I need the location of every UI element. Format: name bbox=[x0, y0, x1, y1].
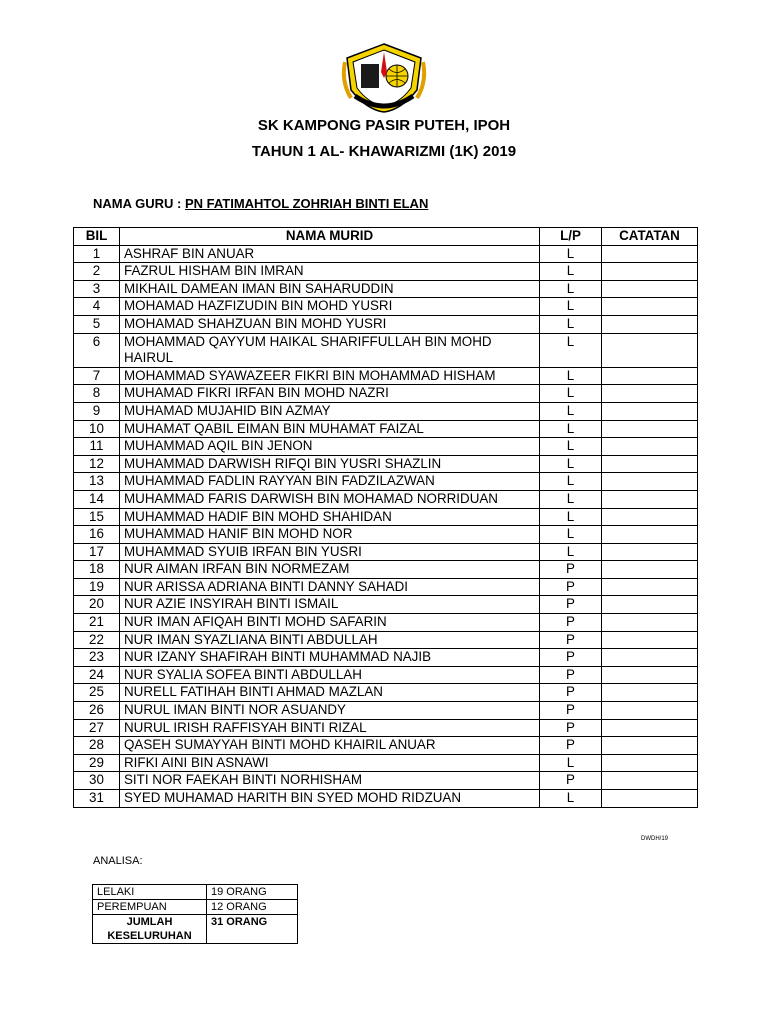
table-row bbox=[74, 333, 698, 367]
row-nama: MUHAMMAD SYUIB IRFAN BIN YUSRI bbox=[120, 543, 540, 561]
row-bil: 6 bbox=[74, 333, 120, 367]
row-bil: 18 bbox=[74, 561, 120, 579]
row-lp: L bbox=[540, 438, 602, 456]
row-lp: P bbox=[540, 614, 602, 632]
row-bil: 3 bbox=[74, 280, 120, 298]
summary-table bbox=[92, 884, 298, 944]
table-row bbox=[74, 367, 698, 385]
row-catatan bbox=[602, 490, 698, 508]
header-lp: L/P bbox=[540, 228, 602, 246]
row-bil: 27 bbox=[74, 719, 120, 737]
row-nama: MOHAMAD HAZFIZUDIN BIN MOHD YUSRI bbox=[120, 298, 540, 316]
row-catatan bbox=[602, 754, 698, 772]
row-nama: MUHAMMAD FARIS DARWISH BIN MOHAMAD NORRIDUAN bbox=[120, 490, 540, 508]
row-bil: 13 bbox=[74, 473, 120, 491]
row-catatan bbox=[602, 385, 698, 403]
summary-label: LELAKI bbox=[93, 885, 207, 900]
row-nama: MIKHAIL DAMEAN IMAN BIN SAHARUDDIN bbox=[120, 280, 540, 298]
summary-row bbox=[93, 900, 298, 915]
teacher-label: NAMA GURU : bbox=[93, 196, 185, 211]
school-crest-logo bbox=[339, 42, 429, 114]
summary-total-label: JUMLAH KESELURUHAN bbox=[93, 915, 207, 944]
row-nama: NUR IMAN SYAZLIANA BINTI ABDULLAH bbox=[120, 631, 540, 649]
table-row bbox=[74, 438, 698, 456]
row-lp: L bbox=[540, 420, 602, 438]
summary-value: 12 ORANG bbox=[207, 900, 298, 915]
table-row bbox=[74, 561, 698, 579]
row-nama: RIFKI AINI BIN ASNAWI bbox=[120, 754, 540, 772]
table-header-row bbox=[74, 228, 698, 246]
summary-total-value: 31 ORANG bbox=[207, 915, 298, 944]
table-row bbox=[74, 790, 698, 808]
table-row bbox=[74, 702, 698, 720]
summary-total-row bbox=[93, 915, 298, 944]
row-lp: L bbox=[540, 315, 602, 333]
row-nama: MOHAMMAD SYAWAZEER FIKRI BIN MOHAMMAD HISHAM bbox=[120, 367, 540, 385]
row-bil: 25 bbox=[74, 684, 120, 702]
table-row bbox=[74, 596, 698, 614]
row-catatan bbox=[602, 631, 698, 649]
row-nama: NUR AZIE INSYIRAH BINTI ISMAIL bbox=[120, 596, 540, 614]
row-lp: L bbox=[540, 385, 602, 403]
row-lp: L bbox=[540, 333, 602, 367]
row-lp: L bbox=[540, 473, 602, 491]
row-nama: SYED MUHAMAD HARITH BIN SYED MOHD RIDZUAN bbox=[120, 790, 540, 808]
table-row bbox=[74, 385, 698, 403]
row-catatan bbox=[602, 473, 698, 491]
row-lp: L bbox=[540, 245, 602, 263]
row-catatan bbox=[602, 561, 698, 579]
row-nama: NUR AIMAN IRFAN BIN NORMEZAM bbox=[120, 561, 540, 579]
row-bil: 14 bbox=[74, 490, 120, 508]
row-lp: P bbox=[540, 649, 602, 667]
row-bil: 23 bbox=[74, 649, 120, 667]
table-row bbox=[74, 666, 698, 684]
row-bil: 17 bbox=[74, 543, 120, 561]
row-nama: NUR ARISSA ADRIANA BINTI DANNY SAHADI bbox=[120, 578, 540, 596]
table-row bbox=[74, 649, 698, 667]
row-catatan bbox=[602, 790, 698, 808]
summary-value: 19 ORANG bbox=[207, 885, 298, 900]
row-bil: 10 bbox=[74, 420, 120, 438]
row-lp: P bbox=[540, 684, 602, 702]
row-nama: MUHAMAD FIKRI IRFAN BIN MOHD NAZRI bbox=[120, 385, 540, 403]
row-nama: MOHAMMAD QAYYUM HAIKAL SHARIFFULLAH BIN MOHD HAIRUL bbox=[120, 333, 540, 367]
row-nama: FAZRUL HISHAM BIN IMRAN bbox=[120, 263, 540, 281]
row-bil: 24 bbox=[74, 666, 120, 684]
row-bil: 8 bbox=[74, 385, 120, 403]
row-catatan bbox=[602, 263, 698, 281]
row-catatan bbox=[602, 772, 698, 790]
row-lp: P bbox=[540, 719, 602, 737]
row-bil: 28 bbox=[74, 737, 120, 755]
table-row bbox=[74, 280, 698, 298]
row-lp: L bbox=[540, 526, 602, 544]
table-row bbox=[74, 754, 698, 772]
row-catatan bbox=[602, 702, 698, 720]
table-row bbox=[74, 508, 698, 526]
analisa-label: ANALISA: bbox=[93, 855, 143, 867]
row-catatan bbox=[602, 526, 698, 544]
row-nama: ASHRAF BIN ANUAR bbox=[120, 245, 540, 263]
row-nama: QASEH SUMAYYAH BINTI MOHD KHAIRIL ANUAR bbox=[120, 737, 540, 755]
row-catatan bbox=[602, 280, 698, 298]
row-lp: P bbox=[540, 666, 602, 684]
row-nama: MUHAMAT QABIL EIMAN BIN MUHAMAT FAIZAL bbox=[120, 420, 540, 438]
row-bil: 1 bbox=[74, 245, 120, 263]
row-bil: 20 bbox=[74, 596, 120, 614]
row-nama: MUHAMMAD AQIL BIN JENON bbox=[120, 438, 540, 456]
table-row bbox=[74, 737, 698, 755]
row-bil: 15 bbox=[74, 508, 120, 526]
row-lp: P bbox=[540, 561, 602, 579]
row-bil: 31 bbox=[74, 790, 120, 808]
table-row bbox=[74, 684, 698, 702]
table-row bbox=[74, 245, 698, 263]
row-catatan bbox=[602, 649, 698, 667]
class-title: TAHUN 1 AL- KHAWARIZMI (1K) 2019 bbox=[251, 143, 517, 160]
document-code: DWDH/19 bbox=[641, 836, 669, 842]
row-catatan bbox=[602, 614, 698, 632]
row-catatan bbox=[602, 737, 698, 755]
row-nama: MUHAMAD MUJAHID BIN AZMAY bbox=[120, 402, 540, 420]
row-nama: NUR IZANY SHAFIRAH BINTI MUHAMMAD NAJIB bbox=[120, 649, 540, 667]
row-catatan bbox=[602, 666, 698, 684]
row-bil: 29 bbox=[74, 754, 120, 772]
row-bil: 7 bbox=[74, 367, 120, 385]
row-lp: L bbox=[540, 543, 602, 561]
row-lp: L bbox=[540, 367, 602, 385]
row-catatan bbox=[602, 578, 698, 596]
row-nama: MUHAMMAD HADIF BIN MOHD SHAHIDAN bbox=[120, 508, 540, 526]
row-bil: 2 bbox=[74, 263, 120, 281]
row-bil: 4 bbox=[74, 298, 120, 316]
row-catatan bbox=[602, 333, 698, 367]
row-nama: MOHAMAD SHAHZUAN BIN MOHD YUSRI bbox=[120, 315, 540, 333]
table-row bbox=[74, 543, 698, 561]
row-bil: 19 bbox=[74, 578, 120, 596]
row-lp: L bbox=[540, 508, 602, 526]
table-row bbox=[74, 772, 698, 790]
table-row bbox=[74, 263, 698, 281]
row-lp: L bbox=[540, 790, 602, 808]
table-row bbox=[74, 719, 698, 737]
row-catatan bbox=[602, 719, 698, 737]
row-catatan bbox=[602, 543, 698, 561]
row-catatan bbox=[602, 315, 698, 333]
header-catatan: CATATAN bbox=[602, 228, 698, 246]
row-catatan bbox=[602, 367, 698, 385]
row-lp: L bbox=[540, 402, 602, 420]
teacher-line bbox=[93, 196, 428, 211]
row-catatan bbox=[602, 245, 698, 263]
row-lp: P bbox=[540, 631, 602, 649]
row-bil: 22 bbox=[74, 631, 120, 649]
row-bil: 12 bbox=[74, 455, 120, 473]
row-bil: 30 bbox=[74, 772, 120, 790]
table-row bbox=[74, 526, 698, 544]
table-row bbox=[74, 455, 698, 473]
row-lp: L bbox=[540, 263, 602, 281]
summary-label: PEREMPUAN bbox=[93, 900, 207, 915]
row-catatan bbox=[602, 420, 698, 438]
row-nama: NURELL FATIHAH BINTI AHMAD MAZLAN bbox=[120, 684, 540, 702]
table-row bbox=[74, 298, 698, 316]
row-catatan bbox=[602, 596, 698, 614]
table-row bbox=[74, 578, 698, 596]
row-nama: NUR SYALIA SOFEA BINTI ABDULLAH bbox=[120, 666, 540, 684]
row-bil: 5 bbox=[74, 315, 120, 333]
row-lp: P bbox=[540, 702, 602, 720]
header-nama: NAMA MURID bbox=[120, 228, 540, 246]
row-bil: 21 bbox=[74, 614, 120, 632]
row-catatan bbox=[602, 402, 698, 420]
row-bil: 26 bbox=[74, 702, 120, 720]
row-lp: P bbox=[540, 772, 602, 790]
table-row bbox=[74, 402, 698, 420]
row-lp: L bbox=[540, 754, 602, 772]
row-bil: 16 bbox=[74, 526, 120, 544]
row-nama: NUR IMAN AFIQAH BINTI MOHD SAFARIN bbox=[120, 614, 540, 632]
row-catatan bbox=[602, 298, 698, 316]
row-nama: SITI NOR FAEKAH BINTI NORHISHAM bbox=[120, 772, 540, 790]
row-catatan bbox=[602, 684, 698, 702]
student-table bbox=[73, 227, 698, 808]
table-row bbox=[74, 473, 698, 491]
row-lp: L bbox=[540, 490, 602, 508]
row-lp: L bbox=[540, 455, 602, 473]
header-bil: BIL bbox=[74, 228, 120, 246]
row-bil: 11 bbox=[74, 438, 120, 456]
row-lp: P bbox=[540, 578, 602, 596]
summary-row bbox=[93, 885, 298, 900]
row-nama: MUHAMMAD FADLIN RAYYAN BIN FADZILAZWAN bbox=[120, 473, 540, 491]
row-nama: MUHAMMAD DARWISH RIFQI BIN YUSRI SHAZLIN bbox=[120, 455, 540, 473]
table-row bbox=[74, 614, 698, 632]
row-lp: P bbox=[540, 596, 602, 614]
table-row bbox=[74, 631, 698, 649]
row-nama: MUHAMMAD HANIF BIN MOHD NOR bbox=[120, 526, 540, 544]
table-row bbox=[74, 420, 698, 438]
teacher-name: PN FATIMAHTOL ZOHRIAH BINTI ELAN bbox=[184, 196, 429, 211]
table-row bbox=[74, 490, 698, 508]
row-catatan bbox=[602, 508, 698, 526]
row-nama: NURUL IRISH RAFFISYAH BINTI RIZAL bbox=[120, 719, 540, 737]
row-catatan bbox=[602, 455, 698, 473]
row-nama: NURUL IMAN BINTI NOR ASUANDY bbox=[120, 702, 540, 720]
row-bil: 9 bbox=[74, 402, 120, 420]
row-catatan bbox=[602, 438, 698, 456]
table-row bbox=[74, 315, 698, 333]
row-lp: P bbox=[540, 737, 602, 755]
row-lp: L bbox=[540, 298, 602, 316]
school-name: SK KAMPONG PASIR PUTEH, IPOH bbox=[257, 117, 511, 134]
row-lp: L bbox=[540, 280, 602, 298]
